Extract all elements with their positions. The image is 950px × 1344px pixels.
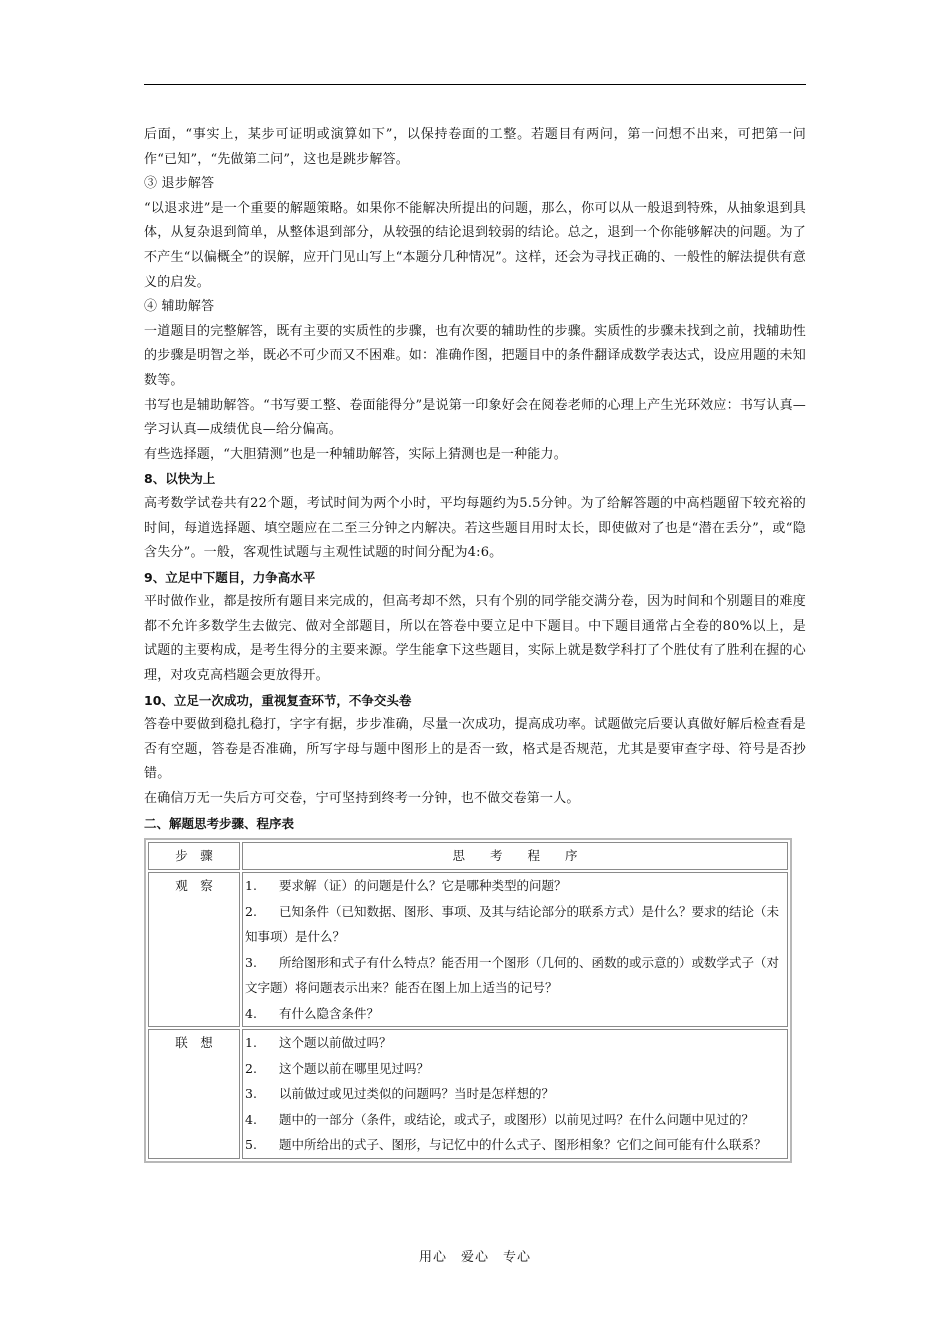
item-text: 有什么隐含条件？ [279, 1005, 380, 1021]
item-number: 2. [245, 1060, 257, 1076]
list-item [245, 1056, 785, 1082]
paragraph: 后面，“事实上，某步可证明或演算如下”，以保持卷面的工整。若题目有两问，第一问想不出来，可把第一问作“已知”，“先做第二问”，这也是跳步解答。 [144, 127, 806, 167]
item-number: 4. [245, 1005, 257, 1021]
subheading-step-back: ③ 退步解答 [144, 176, 215, 192]
paragraph: “以退求进”是一个重要的解题策略。如果你不能解决所提出的问题，那么，你可以从一般退到特殊，从抽象退到具体，从复杂退到简单，从整体退到部分，从较强的结论退到较弱的结论。总之，退到一个你能够解决的问题。为了不产生“以偏概全”的误解，应开门见山写上“本题分几种情况”。这样，还会为寻找正确的、一般性的解法提供有意义的启发。 [144, 200, 806, 290]
section-heading-9: 9、立足中下题目，力争高水平 [144, 569, 316, 585]
header-rule [144, 84, 806, 85]
paragraph: 有些选择题，“大胆猜测”也是一种辅助解答，实际上猜测也是一种能力。 [144, 446, 567, 462]
section-heading-10: 10、立足一次成功，重视复查环节，不争交头卷 [144, 692, 412, 708]
paragraph: 平时做作业，都是按所有题目来完成的，但高考却不然，只有个别的同学能交满分卷，因为时间和个别题目的难度都不允许多数学生去做完、做对全部题目，所以在答卷中要立足中下题目。中下题目通常占全卷的80%以上，是试题的主要构成，是考生得分的主要来源。学生能拿下这些题目，实际上就是数学科打了个胜仗有了胜利在握的心理，对攻克高档题会更放得开。 [144, 594, 806, 684]
subheading-auxiliary: ④ 辅助解答 [144, 299, 215, 315]
item-number: 3. [245, 954, 257, 970]
paragraph: 答卷中要做到稳扎稳打，字字有据，步步准确，尽量一次成功，提高成功率。试题做完后要认真做好解后检查看是否有空题，答卷是否准确，所写字母与题中图形上的是否一致，格式是否规范，尤其是要审查字母、符号是否抄错。 [144, 717, 806, 782]
item-text: 这个题以前做过吗？ [279, 1035, 392, 1051]
item-text: 题中所给出的式子、图形，与记忆中的什么式子、图形相象？它们之间可能有什么联系？ [279, 1137, 767, 1153]
list-item [245, 1107, 785, 1133]
paragraph: 在确信万无一失后方可交卷，宁可坚持到终考一分钟，也不做交卷第一人。 [144, 791, 580, 807]
item-number: 3. [245, 1086, 257, 1102]
list-item [245, 873, 785, 899]
item-text: 题中的一部分（条件，或结论，或式子，或图形）以前见过吗？在什么问题中见过的？ [279, 1111, 755, 1127]
column-header-procedure: 思 考 程 序 [242, 842, 788, 870]
document-body [144, 123, 806, 1163]
item-text: 所给图形和式子有什么特点？能否用一个图形（几何的、函数的或示意的）或数学式子（对文字题）将问题表示出来？能否在图上加上适当的记号？ [245, 954, 780, 996]
procedure-cell [242, 1029, 788, 1159]
part-two-heading: 二、解题思考步骤、程序表 [144, 815, 295, 831]
table-header-row [148, 842, 788, 870]
item-text: 要求解（证）的问题是什么？它是哪种类型的问题？ [279, 878, 567, 894]
item-text: 已知条件（已知数据、图形、事项、及其与结论部分的联系方式）是什么？要求的结论（未知事项）是什么？ [245, 903, 780, 945]
item-text: 这个题以前在哪里见过吗？ [279, 1060, 430, 1076]
list-item [245, 899, 785, 950]
column-header-step: 步 骤 [148, 842, 240, 870]
item-number: 2. [245, 903, 257, 919]
list-item [245, 1001, 785, 1027]
item-number: 5. [245, 1137, 257, 1153]
thinking-procedure-table [144, 838, 792, 1163]
procedure-cell [242, 872, 788, 1027]
paragraph: 高考数学试卷共有22个题，考试时间为两个小时，平均每题约为5.5分钟。为了给解答题的中高档题留下较充裕的时间，每道选择题、填空题应在二至三分钟之内解决。若这些题目用时太长，即使做对了也是“潜在丢分”，或“隐含失分”。一般，客观性试题与主观性试题的时间分配为4:6。 [144, 495, 806, 561]
item-number: 1. [245, 1035, 257, 1051]
list-item [245, 1030, 785, 1056]
page-footer: 用心 爱心 专心 [418, 1250, 531, 1265]
list-item [245, 1132, 785, 1158]
item-number: 4. [245, 1111, 257, 1127]
item-number: 1. [245, 878, 257, 894]
paragraph: 书写也是辅助解答。“书写要工整、卷面能得分”是说第一印象好会在阅卷老师的心理上产生光环效应：书写认真—学习认真—成绩优良—给分偏高。 [144, 397, 806, 438]
list-item [245, 950, 785, 1001]
table-row [148, 1029, 788, 1159]
step-observe: 观 察 [148, 872, 240, 1027]
table-row [148, 872, 788, 1027]
list-item [245, 1081, 785, 1107]
paragraph: 一道题目的完整解答，既有主要的实质性的步骤，也有次要的辅助性的步骤。实质性的步骤未找到之前，找辅助性的步骤是明智之举，既必不可少而又不困难。如：准确作图，把题目中的条件翻译成数学表达式，设应用题的未知数等。 [144, 323, 806, 388]
step-associate: 联 想 [148, 1029, 240, 1159]
item-text: 以前做过或见过类似的问题吗？当时是怎样想的？ [279, 1086, 555, 1102]
section-heading-8: 8、以快为上 [144, 471, 216, 487]
